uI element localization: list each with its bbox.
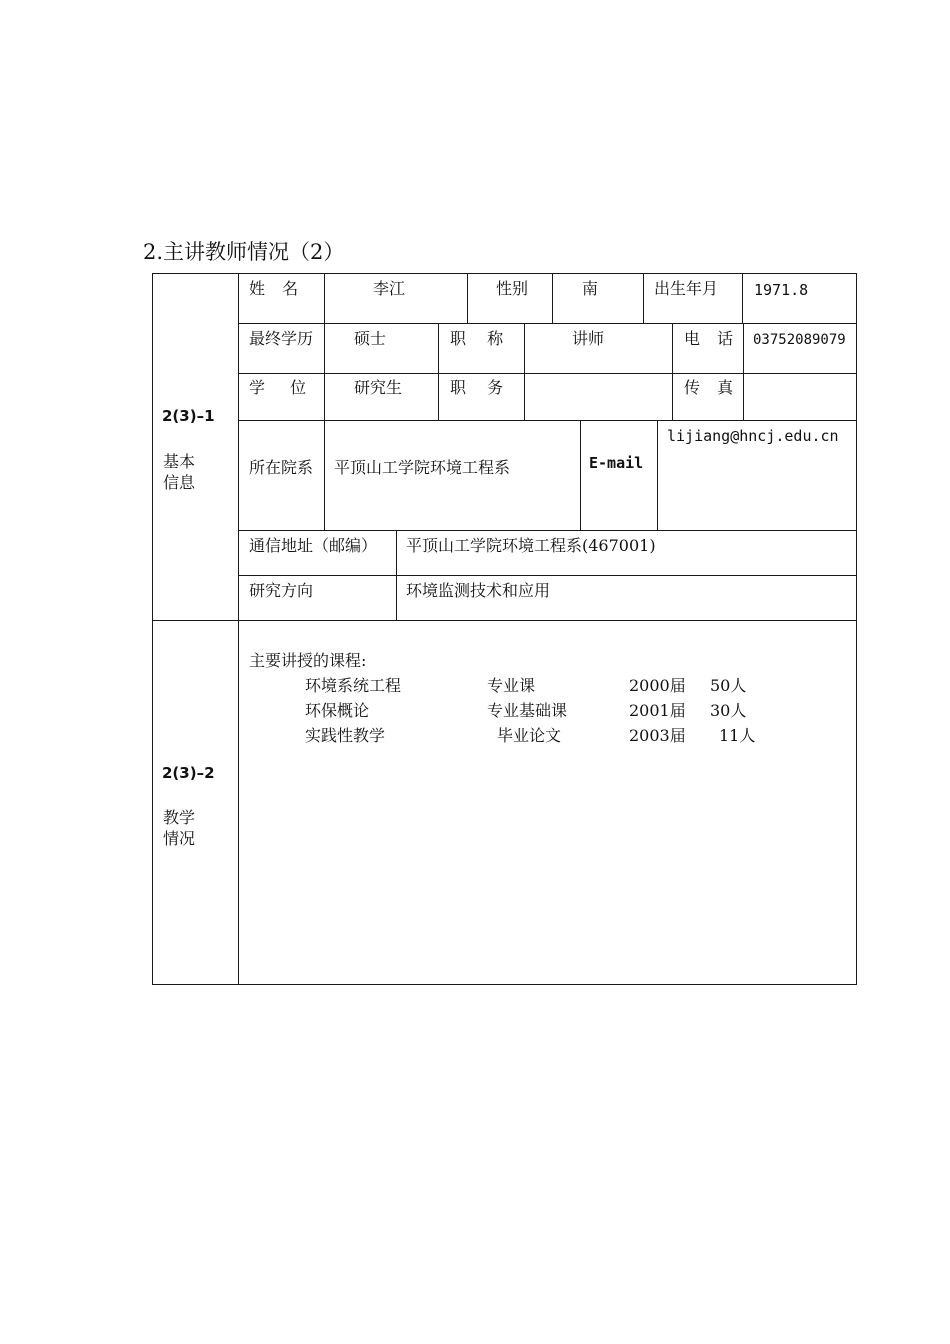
name-value: 李江 — [373, 279, 406, 298]
degree-value: 研究生 — [354, 378, 403, 397]
course-name: 环境系统工程 — [305, 676, 402, 695]
email-value: lijiang@hncj.edu.cn — [667, 427, 839, 445]
phone-label: 电 话 — [684, 329, 740, 348]
title-value: 讲师 — [572, 329, 605, 348]
address-value: 平顶山工学院环境工程系(467001) — [406, 536, 656, 555]
section-teaching-code: 2(3)–2 — [162, 764, 215, 782]
position-label: 职 务 — [450, 378, 512, 397]
section-teaching-name: 教学 — [163, 808, 196, 827]
research-label: 研究方向 — [249, 581, 314, 600]
gender-label: 性别 — [496, 279, 529, 298]
course-type: 毕业论文 — [497, 726, 562, 745]
birth-value: 1971.8 — [754, 281, 809, 299]
page-title: 2.主讲教师情况（2） — [143, 240, 345, 264]
course-type: 专业课 — [487, 676, 536, 695]
fax-label: 传 真 — [684, 378, 740, 397]
phone-value: 03752089079 — [753, 332, 846, 348]
course-year: 2003届 — [629, 726, 686, 745]
course-count: 50人 — [710, 676, 747, 695]
address-label: 通信地址（邮编） — [249, 536, 378, 555]
research-value: 环境监测技术和应用 — [406, 581, 551, 600]
course-year: 2001届 — [629, 701, 686, 720]
course-name: 实践性教学 — [305, 726, 386, 745]
gender-value: 南 — [582, 279, 599, 298]
section-basic-code: 2(3)–1 — [162, 407, 215, 425]
course-count: 30人 — [710, 701, 747, 720]
name-label: 姓 名 — [249, 279, 305, 298]
email-label: E-mail — [589, 454, 644, 472]
section-basic-name-2: 信息 — [163, 473, 196, 492]
title-label: 职 称 — [450, 329, 512, 348]
course-type: 专业基础课 — [487, 701, 568, 720]
dept-value: 平顶山工学院环境工程系 — [334, 458, 511, 477]
education-value: 硕士 — [354, 329, 387, 348]
birth-label: 出生年月 — [654, 279, 719, 298]
course-year: 2000届 — [629, 676, 686, 695]
section-basic-name: 基本 — [163, 452, 196, 471]
education-label: 最终学历 — [249, 329, 314, 348]
section-teaching-name-2: 情况 — [163, 829, 196, 848]
dept-label: 所在院系 — [249, 458, 314, 477]
course-name: 环保概论 — [305, 701, 370, 720]
degree-label: 学 位 — [249, 378, 317, 397]
courses-heading: 主要讲授的课程: — [249, 651, 367, 670]
course-count: 11人 — [719, 726, 756, 745]
